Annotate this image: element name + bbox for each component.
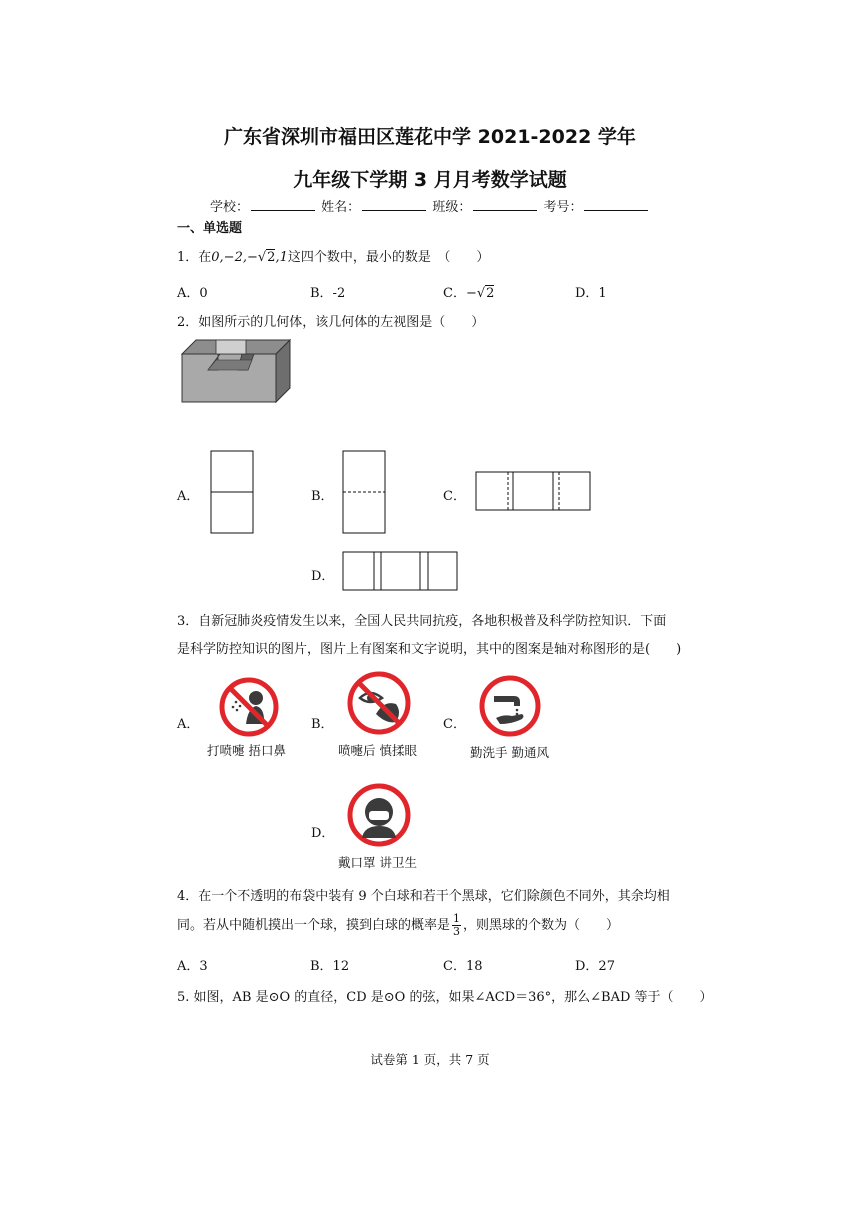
- class-label: 班级：: [432, 200, 472, 215]
- page-footer: 试卷第 1 页，共 7 页: [370, 1052, 490, 1067]
- q1-root-value: 2: [267, 250, 276, 265]
- q1-option-c-root: 2: [486, 286, 495, 301]
- fraction: [452, 913, 461, 938]
- q3-option-d-label[interactable]: D．: [311, 826, 335, 841]
- q1-option-d[interactable]: D．1: [575, 286, 607, 301]
- q4-line2-before: 同。若从中随机摸出一个球，摸到白球的概率是: [177, 918, 451, 933]
- fraction-denominator: 3: [453, 925, 461, 938]
- q2-option-d-label[interactable]: D．: [311, 569, 335, 584]
- question-3-line2: 是科学防控知识的图片，图片上有图案和文字说明，其中的图案是轴对称图形的是( ): [177, 642, 682, 657]
- q3-option-a-caption: 打喷嚏 捂口鼻: [207, 743, 286, 758]
- exam-no-label: 考号：: [543, 200, 583, 215]
- q1-option-c-prefix: C．−: [443, 286, 477, 301]
- sqrt-symbol: √2: [257, 250, 276, 265]
- exam-title-line2: 九年级下学期 3 月月考数学试题: [293, 169, 567, 191]
- q4-option-b[interactable]: B．12: [310, 959, 350, 974]
- q1-after: ,1: [275, 250, 288, 265]
- name-label: 姓名：: [321, 200, 361, 215]
- q2-option-b-label[interactable]: B．: [311, 489, 334, 504]
- q2-option-a-view[interactable]: [210, 450, 254, 534]
- mask-wearing-sign-icon[interactable]: [346, 782, 412, 848]
- solid-figure: [180, 336, 292, 408]
- question-2: 2．如图所示的几何体，该几何体的左视图是（ ）: [177, 315, 485, 330]
- q3-option-c-caption: 勤洗手 勤通风: [470, 745, 549, 760]
- student-info-line: [210, 196, 650, 215]
- q2-option-c-view[interactable]: [475, 471, 591, 511]
- exam-no-blank: [584, 197, 648, 211]
- q1-option-b[interactable]: B．-2: [310, 286, 346, 301]
- q4-option-d[interactable]: D．27: [575, 959, 615, 974]
- q1-numbers: 0,−2,−: [211, 250, 258, 265]
- q4-option-a[interactable]: A．3: [177, 959, 208, 974]
- school-blank: [251, 197, 315, 211]
- q1-option-c[interactable]: [443, 282, 494, 301]
- hand-washing-sign-icon[interactable]: [478, 674, 542, 738]
- q4-option-c[interactable]: C．18: [443, 959, 483, 974]
- q2-option-b-view[interactable]: [342, 450, 386, 534]
- section-heading: 一、单选题: [177, 221, 243, 236]
- q1-prefix: 1．在: [177, 250, 212, 265]
- q3-option-b-label[interactable]: B．: [311, 717, 334, 732]
- school-label: 学校：: [210, 200, 250, 215]
- q3-option-d-caption: 戴口罩 讲卫生: [338, 855, 417, 870]
- name-blank: [362, 197, 426, 211]
- q3-option-c-label[interactable]: C．: [443, 717, 466, 732]
- q3-option-a-label[interactable]: A．: [177, 717, 200, 732]
- exam-title-line1: 广东省深圳市福田区莲花中学 2021-2022 学年: [224, 126, 636, 148]
- q3-option-b-caption: 喷嚏后 慎揉眼: [338, 743, 417, 758]
- question-1: [177, 246, 489, 265]
- question-3-line1: 3．自新冠肺炎疫情发生以来，全国人民共同抗疫，各地积极普及科学防控知识．下面: [177, 614, 667, 629]
- question-4-line1: 4．在一个不透明的布袋中装有 9 个白球和若干个黑球，它们除颜色不同外，其余均相: [177, 889, 670, 904]
- no-sneezing-sign-icon[interactable]: [218, 676, 280, 738]
- question-4-line2: [177, 913, 619, 938]
- question-5: 5. 如图，AB 是⊙O 的直径，CD 是⊙O 的弦，如果∠ACD＝36°，那么∠BAD 等于（ ）: [177, 990, 713, 1005]
- sqrt-symbol: √2: [476, 286, 495, 301]
- class-blank: [473, 197, 537, 211]
- no-eye-rubbing-sign-icon[interactable]: [346, 670, 412, 736]
- fraction-numerator: 1: [453, 912, 461, 925]
- q2-option-d-view[interactable]: [342, 551, 458, 591]
- q1-suffix: 这四个数中，最小的数是 （ ）: [287, 250, 490, 265]
- q4-line2-after: ，则黑球的个数为（ ）: [463, 918, 620, 933]
- q2-option-a-label[interactable]: A．: [177, 489, 200, 504]
- q1-option-a[interactable]: A．0: [177, 286, 208, 301]
- q2-option-c-label[interactable]: C．: [443, 489, 466, 504]
